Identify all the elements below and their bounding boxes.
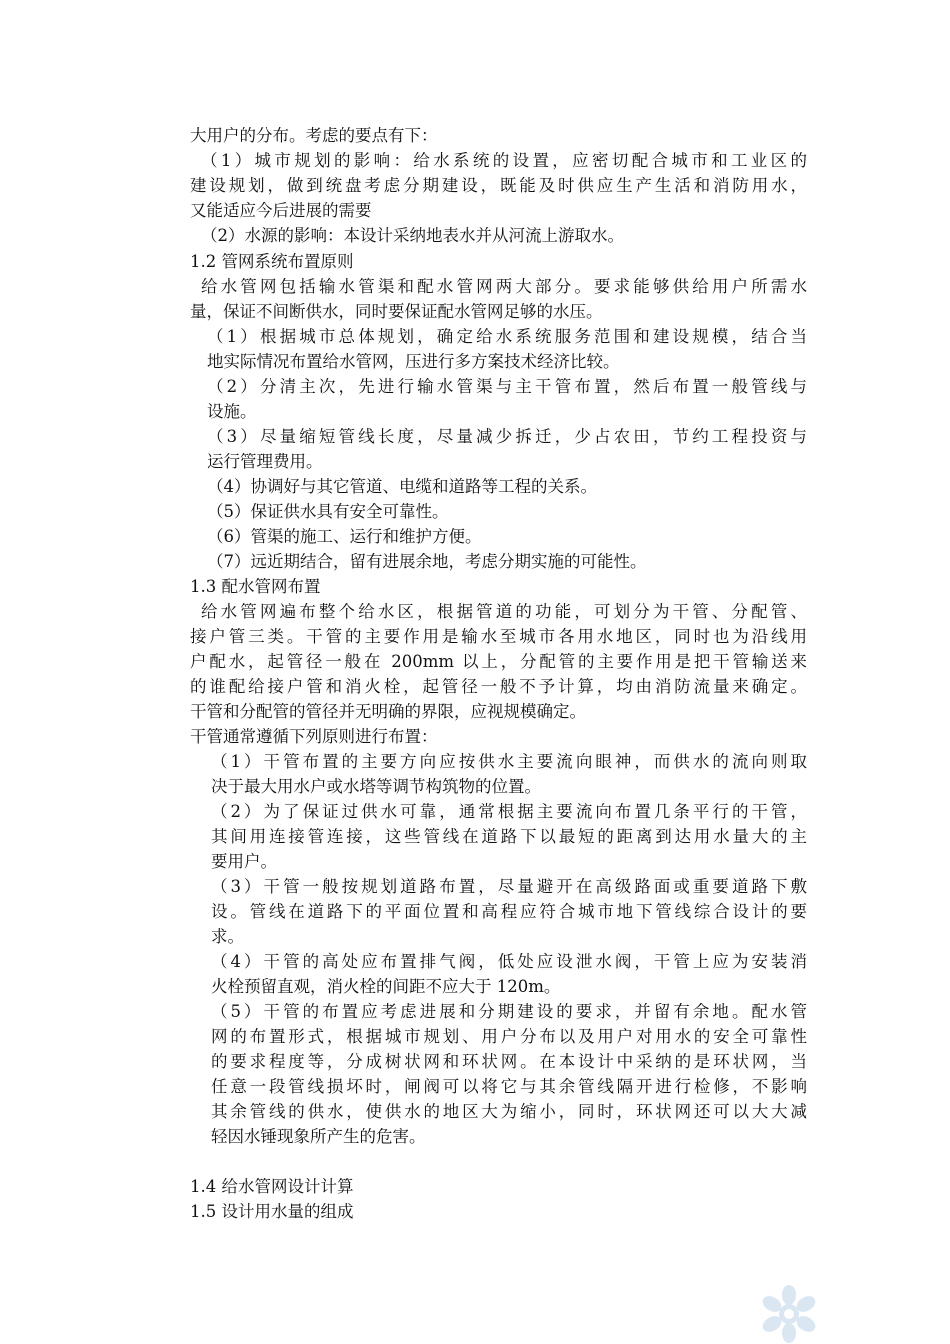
text-line: 火栓预留直观，消火栓的间距不应大于 120m。 [211,977,561,996]
text-line: （1）干管布置的主要方向应按供水主要流向眼神，而供水的流向则取 [211,752,807,771]
section-heading: 1.2 管网系统布置原则 [190,252,354,271]
text-line: 其间用连接管连接，这些管线在道路下以最短的距离到达用水量大的主 [211,827,807,846]
text-line: 地实际情况布置给水管网，压进行多方案技术经济比较。 [207,352,620,371]
text-line: 建设规划，做到统盘考虑分期建设，既能及时供应生产生活和消防用水， [190,176,807,195]
text-line: 要用户。 [211,852,277,871]
text-line: 干管通常遵循下列原则进行布置： [190,727,438,746]
section-heading: 1.3 配水管网布置 [190,577,321,596]
text-line: 给水管网遍布整个给水区，根据管道的功能，可划分为干管、分配管、 [201,602,807,621]
text-line: 轻因水锤现象所产生的危害。 [211,1127,426,1146]
text-line: （4）协调好与其它管道、电缆和道路等工程的关系。 [207,477,597,496]
text-line: 干管和分配管的管径并无明确的界限，应视规模确定。 [190,702,586,721]
text-line: 决于最大用水户或水塔等调节构筑物的位置。 [211,777,541,796]
text-line: 接户管三类。干管的主要作用是输水至城市各用水地区，同时也为沿线用 [190,627,807,646]
section-heading: 1.4 给水管网设计计算 [190,1177,354,1196]
text-line: （6）管渠的施工、运行和维护方便。 [207,527,482,546]
text-line: 的谁配给接户管和消火栓，起管径一般不予计算，均由消防流量来确定。 [190,677,807,696]
text-line: 任意一段管线损坏时，闸阀可以将它与其余管线隔开进行检修，不影响 [211,1077,807,1096]
text-line: （5）干管的布置应考虑进展和分期建设的要求，并留有余地。配水管 [211,1002,807,1021]
text-line: （5）保证供水具有安全可靠性。 [207,502,449,521]
text-line: （1）根据城市总体规划，确定给水系统服务范围和建设规模，结合当 [207,327,807,346]
text-line: 设施。 [207,402,257,421]
text-line: 户配水，起管径一般在 200mm 以上，分配管的主要作用是把干管输送来 [190,652,807,671]
text-line: 其余管线的供水，使供水的地区大为缩小，同时，环状网还可以大大减 [211,1102,807,1121]
text-line: 求。 [211,927,244,946]
text-line: 又能适应今后进展的需要 [190,201,372,220]
text-line: 运行管理费用。 [207,452,323,471]
text-line: 给水管网包括输水管渠和配水管网两大部分。要求能够供给用户所需水 [201,277,807,296]
text-line: （2）为了保证过供水可靠，通常根据主要流向布置几条平行的干管， [211,802,807,821]
text-line: （2）分清主次，先进行输水管渠与主干管布置，然后布置一般管线与 [207,377,807,396]
text-line: 的要求程度等，分成树状网和环状网。在本设计中采纳的是环状网，当 [211,1052,807,1071]
text-line: （7）远近期结合，留有进展余地，考虑分期实施的可能性。 [207,552,647,571]
snowflake-watermark-icon [760,1285,818,1343]
text-line: 量，保证不间断供水，同时要保证配水管网足够的水压。 [190,302,603,321]
section-heading: 1.5 设计用水量的组成 [190,1202,354,1221]
text-line: （3）干管一般按规划道路布置，尽量避开在高级路面或重要道路下敷 [211,877,807,896]
text-line: 网的布置形式，根据城市规划、用户分布以及用户对用水的安全可靠性 [211,1027,807,1046]
text-line: 设。管线在道路下的平面位置和高程应符合城市地下管线综合设计的要 [211,902,807,921]
text-line: （4）干管的高处应布置排气阀，低处应设泄水阀，干管上应为安装消 [211,952,807,971]
text-line: （1）城市规划的影响：给水系统的设置，应密切配合城市和工业区的 [201,151,807,170]
text-line: 大用户的分布。考虑的要点有下： [190,126,438,145]
text-line: （3）尽量缩短管线长度，尽量减少拆迁，少占农田，节约工程投资与 [207,427,807,446]
text-line: （2）水源的影响：本设计采纳地表水并从河流上游取水。 [201,226,624,245]
